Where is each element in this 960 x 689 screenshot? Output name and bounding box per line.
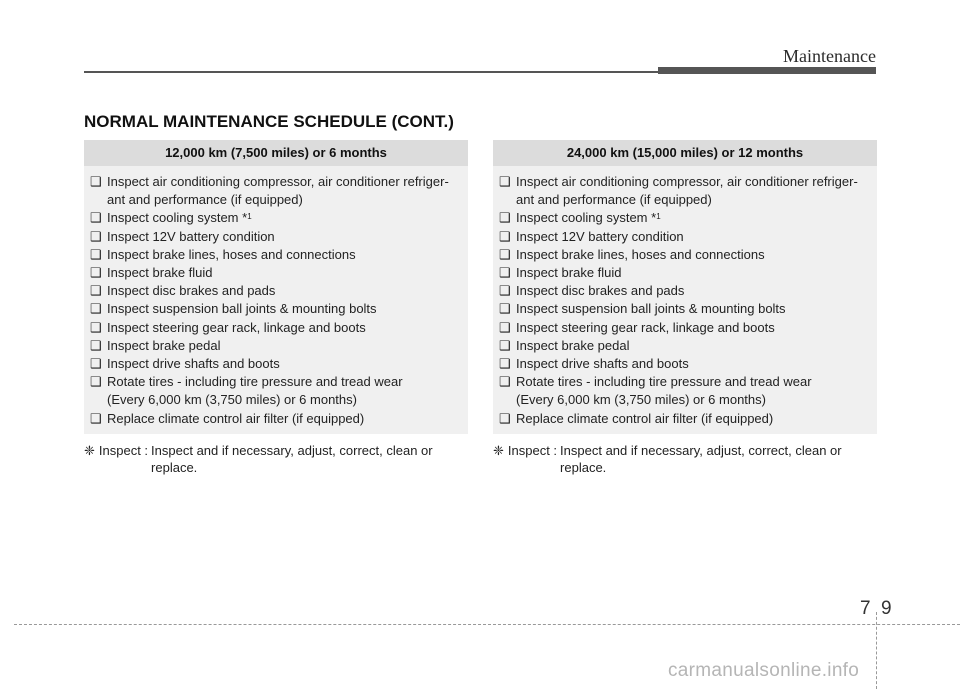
item-text: Inspect steering gear rack, linkage and boots xyxy=(516,319,775,335)
item-text: Inspect 12V battery condition xyxy=(516,228,684,244)
checklist-box xyxy=(84,166,468,434)
watermark: carmanualsonline.info xyxy=(668,660,860,681)
checklist-item xyxy=(499,209,871,227)
checkbox-icon: ❑ xyxy=(499,374,511,390)
checklist-item xyxy=(90,209,462,227)
checklist-item xyxy=(90,373,462,391)
section-title: Maintenance xyxy=(783,46,876,66)
checklist-item xyxy=(90,246,462,264)
item-text: Inspect brake lines, hoses and connections xyxy=(107,246,356,262)
checkbox-icon: ❑ xyxy=(499,301,511,317)
page-number: 9 xyxy=(881,598,892,619)
item-text: Inspect suspension ball joints & mounting bolts xyxy=(107,301,377,317)
header-rule-thin xyxy=(84,71,658,73)
checklist-item xyxy=(499,173,871,191)
checkbox-icon: ❑ xyxy=(90,174,102,189)
checklist-item xyxy=(499,319,871,337)
checkbox-icon: ❑ xyxy=(499,174,511,189)
note-text: Inspect and if necessary, adjust, correct, clean or xyxy=(560,442,842,458)
inspect-note xyxy=(493,442,877,476)
checklist-item xyxy=(90,264,462,282)
checklist-item xyxy=(499,337,871,355)
checkbox-icon: ❑ xyxy=(90,410,102,426)
page-title: NORMAL MAINTENANCE SCHEDULE (CONT.) xyxy=(84,112,454,131)
footnote-marker: 1 xyxy=(247,212,252,222)
item-text: Inspect drive shafts and boots xyxy=(516,356,689,372)
item-text: Inspect cooling system * xyxy=(107,210,248,226)
checklist-item xyxy=(499,282,871,300)
item-text: Inspect drive shafts and boots xyxy=(107,356,280,372)
checkbox-icon: ❑ xyxy=(90,374,102,390)
note-label: Inspect : xyxy=(507,442,558,458)
checkbox-icon: ❑ xyxy=(499,283,511,299)
inspect-note xyxy=(84,442,468,476)
item-text: Inspect brake lines, hoses and connections xyxy=(516,246,765,262)
checklist-item xyxy=(499,264,871,282)
checklist-item xyxy=(90,173,462,191)
item-text: Inspect cooling system * xyxy=(516,210,657,226)
item-text: Inspect disc brakes and pads xyxy=(107,283,276,299)
chapter-number: 7 xyxy=(860,598,871,619)
item-text: Inspect brake pedal xyxy=(107,337,221,353)
checklist-box xyxy=(493,166,877,434)
item-text: Inspect disc brakes and pads xyxy=(516,283,685,299)
schedule-column-12000km xyxy=(84,140,468,476)
checklist-item xyxy=(90,228,462,246)
note-asterism-icon: ❈ xyxy=(84,442,95,458)
checkbox-icon: ❑ xyxy=(499,356,511,372)
checkbox-icon: ❑ xyxy=(90,246,102,262)
checkbox-icon: ❑ xyxy=(499,337,511,353)
checkbox-icon: ❑ xyxy=(499,228,511,244)
checkbox-icon: ❑ xyxy=(499,210,511,226)
checkbox-icon: ❑ xyxy=(90,265,102,281)
checkbox-icon: ❑ xyxy=(499,319,511,335)
note-text-continued: replace. xyxy=(151,459,198,475)
item-text: Inspect brake fluid xyxy=(516,265,622,281)
item-text: Inspect steering gear rack, linkage and boots xyxy=(107,319,366,335)
checkbox-icon: ❑ xyxy=(90,356,102,372)
checklist-item xyxy=(90,410,462,428)
item-text: Inspect air conditioning compressor, air conditioner refriger- xyxy=(516,174,858,189)
checklist-item xyxy=(499,300,871,318)
item-text: Replace climate control air filter (if equipped) xyxy=(516,410,774,426)
item-text-continued: ant and performance (if equipped) xyxy=(107,192,303,208)
item-text: Inspect brake pedal xyxy=(516,337,630,353)
footnote-marker: 1 xyxy=(656,212,661,222)
checkbox-icon: ❑ xyxy=(90,283,102,299)
checklist-item xyxy=(90,319,462,337)
checklist-item xyxy=(499,228,871,246)
checkbox-icon: ❑ xyxy=(90,319,102,335)
item-text: Inspect air conditioning compressor, air conditioner refriger- xyxy=(107,174,449,189)
checklist-item xyxy=(90,300,462,318)
checkbox-icon: ❑ xyxy=(499,410,511,426)
item-text: Rotate tires - including tire pressure and tread wear xyxy=(516,374,812,390)
checklist-item xyxy=(499,410,871,428)
checklist-item xyxy=(499,246,871,264)
checkbox-icon: ❑ xyxy=(90,210,102,226)
column-heading: 24,000 km (15,000 miles) or 12 months xyxy=(493,140,877,166)
checkbox-icon: ❑ xyxy=(90,228,102,244)
item-text: Inspect 12V battery condition xyxy=(107,228,275,244)
item-text: Replace climate control air filter (if equipped) xyxy=(107,410,365,426)
note-asterism-icon: ❈ xyxy=(493,442,504,458)
note-label: Inspect : xyxy=(98,442,149,458)
checklist-item xyxy=(90,282,462,300)
checkbox-icon: ❑ xyxy=(499,265,511,281)
checklist-item xyxy=(90,355,462,373)
column-heading: 12,000 km (7,500 miles) or 6 months xyxy=(84,140,468,166)
footer-dashed-divider xyxy=(876,612,877,689)
checklist-item xyxy=(499,355,871,373)
footer-dashed-rule xyxy=(14,624,960,625)
note-text: Inspect and if necessary, adjust, correct, clean or xyxy=(151,442,433,458)
item-text: Rotate tires - including tire pressure and tread wear xyxy=(107,374,403,390)
checkbox-icon: ❑ xyxy=(90,337,102,353)
checkbox-icon: ❑ xyxy=(90,301,102,317)
item-text-continued: (Every 6,000 km (3,750 miles) or 6 months) xyxy=(107,392,357,408)
checkbox-icon: ❑ xyxy=(499,246,511,262)
checklist-item xyxy=(499,373,871,391)
item-text: Inspect suspension ball joints & mounting bolts xyxy=(516,301,786,317)
header-rule-thick xyxy=(658,67,876,74)
item-text-continued: (Every 6,000 km (3,750 miles) or 6 months) xyxy=(516,392,766,408)
note-text-continued: replace. xyxy=(560,459,607,475)
schedule-column-24000km xyxy=(493,140,877,476)
item-text: Inspect brake fluid xyxy=(107,265,213,281)
item-text-continued: ant and performance (if equipped) xyxy=(516,192,712,208)
checklist-item xyxy=(90,337,462,355)
